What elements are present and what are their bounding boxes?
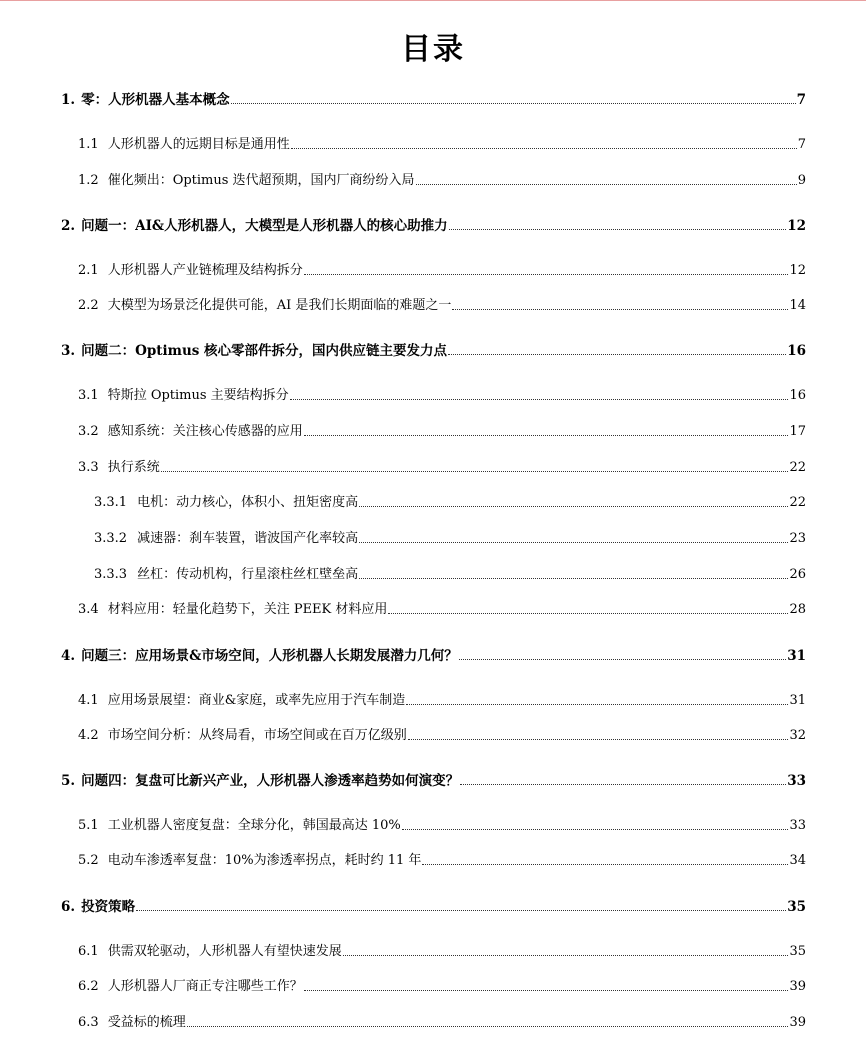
toc-entry-number: 1.1 <box>78 137 99 152</box>
toc-entry-title: 人形机器人的远期目标是通用性 <box>107 137 290 152</box>
toc-entry[interactable] <box>78 814 806 834</box>
toc-leader-dots <box>343 954 789 956</box>
toc-entry[interactable] <box>78 384 806 404</box>
toc-entry-page: 31 <box>787 648 806 664</box>
toc-entry-page: 7 <box>797 137 806 152</box>
toc-entry-page: 23 <box>789 531 806 546</box>
toc-leader-dots <box>187 1025 789 1027</box>
page-title: 目录 <box>401 32 465 67</box>
toc-entry-number: 2. <box>61 218 76 234</box>
toc-entry-number: 6. <box>61 899 76 915</box>
toc-entry-title: 执行系统 <box>107 460 160 475</box>
toc-entry-page: 22 <box>789 495 806 510</box>
toc-leader-dots <box>449 228 787 230</box>
toc-entry-page: 28 <box>789 602 806 617</box>
toc-leader-dots <box>359 577 788 579</box>
toc-entry-page: 33 <box>789 818 806 833</box>
toc-entry-title: 材料应用：轻量化趋势下，关注 PEEK 材料应用 <box>107 602 388 617</box>
toc-entry-page: 35 <box>789 944 806 959</box>
toc-entry-title: 大模型为场景泛化提供可能，AI 是我们长期面临的难题之一 <box>107 298 452 313</box>
toc-entry-page: 32 <box>789 728 806 743</box>
toc-entry[interactable] <box>94 563 806 583</box>
toc-entry[interactable] <box>78 975 806 995</box>
toc-entry[interactable] <box>61 339 806 359</box>
toc-leader-dots <box>304 434 789 436</box>
toc-entry[interactable] <box>78 169 806 189</box>
toc-entry-page: 7 <box>796 92 806 108</box>
toc-leader-dots <box>291 147 797 149</box>
toc-entry-number: 6.3 <box>78 1015 99 1030</box>
toc-entry[interactable] <box>61 769 806 789</box>
toc-leader-dots <box>359 541 788 543</box>
toc-entry-page: 33 <box>787 773 806 789</box>
toc-entry-title: 投资策略 <box>81 899 136 915</box>
toc-entry[interactable] <box>61 214 806 234</box>
toc-entry-number: 3.4 <box>78 602 99 617</box>
toc-entry-title: 问题四：复盘可比新兴产业，人形机器人渗透率趋势如何演变？ <box>81 773 460 789</box>
toc-entry-title: 应用场景展望：商业&家庭，或率先应用于汽车制造 <box>107 693 406 708</box>
toc-entry-page: 16 <box>789 388 806 403</box>
toc-leader-dots <box>388 612 788 614</box>
toc-entry-title: 问题二：Optimus 核心零部件拆分，国内供应链主要发力点 <box>81 343 448 359</box>
toc-entry-title: 受益标的梳理 <box>107 1015 186 1030</box>
toc-entry-number: 2.1 <box>78 263 99 278</box>
toc-entry-page: 16 <box>787 343 806 359</box>
toc-entry-number: 3.3.2 <box>94 531 128 546</box>
toc-entry[interactable] <box>78 294 806 314</box>
toc-entry-title: 供需双轮驱动，人形机器人有望快速发展 <box>107 944 342 959</box>
toc-entry-page: 12 <box>789 263 806 278</box>
toc-entry-page: 22 <box>789 460 806 475</box>
toc-leader-dots <box>460 783 786 785</box>
toc-entry-title: 丝杠：传动机构，行星滚柱丝杠壁垒高 <box>137 567 359 582</box>
toc-leader-dots <box>359 505 788 507</box>
toc-leader-dots <box>304 989 789 991</box>
toc-entry[interactable] <box>78 689 806 709</box>
toc-entry-title: 市场空间分析：从终局看，市场空间或在百万亿级别 <box>107 728 407 743</box>
toc-entry-title: 问题三：应用场景&市场空间，人形机器人长期发展潜力几何？ <box>81 648 458 664</box>
toc-entry-title: 人形机器人产业链梳理及结构拆分 <box>107 263 303 278</box>
toc-entry[interactable] <box>94 491 806 511</box>
toc-entry[interactable] <box>61 88 806 108</box>
toc-entry-title: 特斯拉 Optimus 主要结构拆分 <box>107 388 289 403</box>
toc-entry-number: 3.3.3 <box>94 567 128 582</box>
toc-entry-number: 3.2 <box>78 424 99 439</box>
toc-entry-title: 人形机器人厂商正专注哪些工作？ <box>107 979 303 994</box>
toc-entry-number: 4. <box>61 648 76 664</box>
toc-entry-number: 5. <box>61 773 76 789</box>
toc-entry-title: 电动车渗透率复盘：10%为渗透率拐点，耗时约 11 年 <box>107 853 422 868</box>
toc-entry[interactable] <box>78 420 806 440</box>
toc-entry[interactable] <box>78 598 806 618</box>
top-rule <box>0 0 866 1</box>
toc-entry-page: 34 <box>789 853 806 868</box>
toc-entry[interactable] <box>78 940 806 960</box>
toc-entry[interactable] <box>61 644 806 664</box>
toc-entry-number: 3.1 <box>78 388 99 403</box>
toc-entry[interactable] <box>78 1011 806 1031</box>
toc-entry-page: 39 <box>789 1015 806 1030</box>
toc-leader-dots <box>406 703 788 705</box>
toc-entry[interactable] <box>61 895 806 915</box>
toc-entry-number: 4.1 <box>78 693 99 708</box>
toc-leader-dots <box>416 183 797 185</box>
toc-entry-title: 感知系统：关注核心传感器的应用 <box>107 424 303 439</box>
toc-leader-dots <box>408 738 789 740</box>
toc-entry[interactable] <box>78 259 806 279</box>
toc-leader-dots <box>231 102 796 104</box>
toc-entry-page: 14 <box>789 298 806 313</box>
toc-leader-dots <box>161 470 789 472</box>
toc-entry-page: 12 <box>787 218 806 234</box>
toc-entry-number: 2.2 <box>78 298 99 313</box>
toc-entry-page: 35 <box>787 899 806 915</box>
toc-entry[interactable] <box>78 724 806 744</box>
toc-entry[interactable] <box>94 527 806 547</box>
toc-entry-number: 3.3 <box>78 460 99 475</box>
toc-entry-page: 17 <box>789 424 806 439</box>
toc-entry-number: 1. <box>61 92 76 108</box>
toc-entry-title: 零：人形机器人基本概念 <box>81 92 230 108</box>
toc-leader-dots <box>459 658 786 660</box>
toc-entry[interactable] <box>78 456 806 476</box>
toc-entry-number: 1.2 <box>78 173 99 188</box>
toc-entry-title: 工业机器人密度复盘：全球分化，韩国最高达 10% <box>107 818 401 833</box>
toc-entry[interactable] <box>78 849 806 869</box>
toc-entry-page: 31 <box>789 693 806 708</box>
toc-entry-title: 催化频出：Optimus 迭代超预期，国内厂商纷纷入局 <box>107 173 415 188</box>
toc-entry-number: 3. <box>61 343 76 359</box>
toc-leader-dots <box>402 828 789 830</box>
toc-leader-dots <box>290 398 789 400</box>
toc-leader-dots <box>136 909 786 911</box>
toc-entry-title: 电机：动力核心，体积小、扭矩密度高 <box>137 495 359 510</box>
toc-leader-dots <box>448 353 786 355</box>
toc-entry-page: 26 <box>789 567 806 582</box>
toc-entry-title: 问题一：AI&人形机器人，大模型是人形机器人的核心助推力 <box>81 218 448 234</box>
toc-entry-page: 39 <box>789 979 806 994</box>
toc-leader-dots <box>422 863 788 865</box>
toc-entry-number: 4.2 <box>78 728 99 743</box>
toc-entry-number: 5.2 <box>78 853 99 868</box>
toc-entry[interactable] <box>78 133 806 153</box>
toc-leader-dots <box>304 273 789 275</box>
toc-entry-number: 3.3.1 <box>94 495 128 510</box>
toc-entry-page: 9 <box>797 173 806 188</box>
toc-entry-number: 6.1 <box>78 944 99 959</box>
toc-leader-dots <box>452 308 788 310</box>
toc-entry-title: 减速器：刹车装置，谐波国产化率较高 <box>137 531 359 546</box>
toc-entry-number: 6.2 <box>78 979 99 994</box>
toc-entry-number: 5.1 <box>78 818 99 833</box>
